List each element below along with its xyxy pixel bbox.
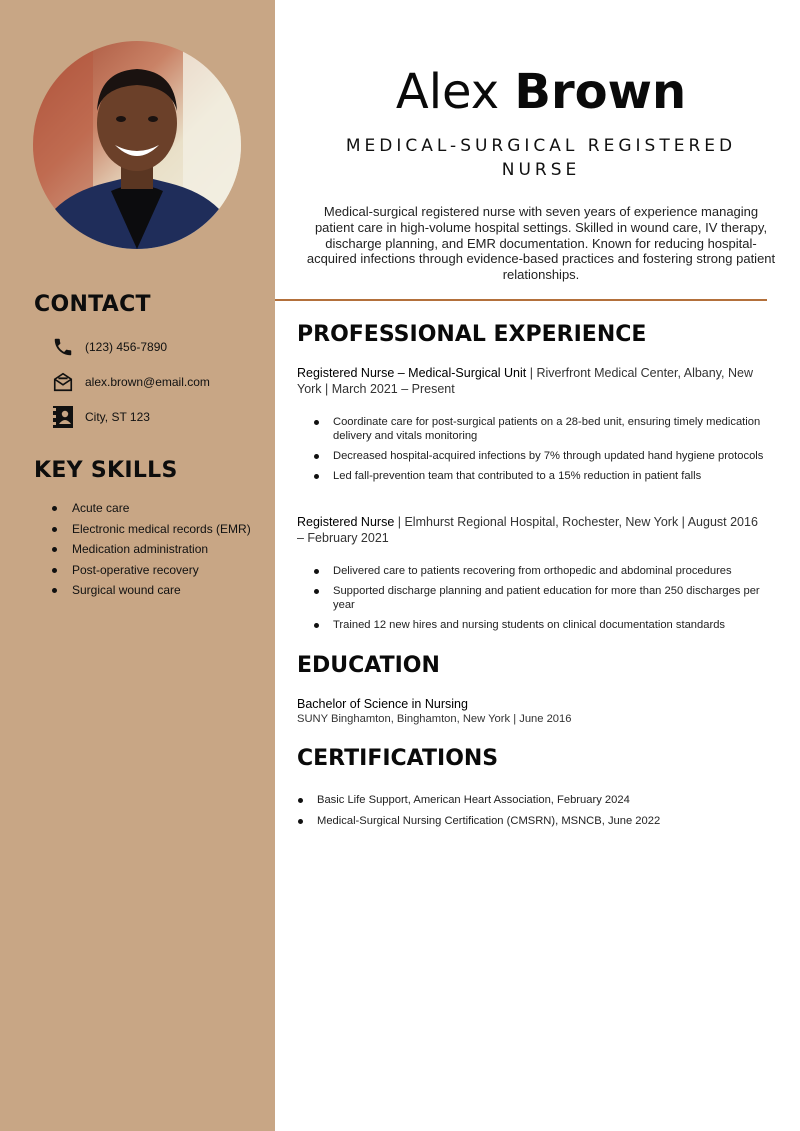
profile-photo	[33, 41, 241, 249]
certifications-list	[297, 790, 767, 832]
skill-item: Surgical wound care	[34, 580, 251, 601]
skill-item: Electronic medical records (EMR)	[34, 519, 251, 540]
skills-list	[34, 498, 251, 601]
candidate-name	[275, 64, 800, 120]
certification-item: Medical-Surgical Nursing Certification (CMSRN), MSNCB, June 2022	[297, 811, 767, 832]
main-content	[275, 0, 800, 1131]
address-text: City, ST 123	[85, 410, 150, 424]
job-title: MEDICAL-SURGICAL REGISTERED NURSE	[345, 136, 737, 180]
education-heading: EDUCATION	[297, 653, 440, 678]
skill-item: Acute care	[34, 498, 251, 519]
job-header	[297, 514, 767, 546]
certification-item: Basic Life Support, American Heart Association, February 2024	[297, 790, 767, 811]
email-text: alex.brown@email.com	[85, 375, 210, 389]
bullet-item: Coordinate care for post-surgical patients on a 28-bed unit, ensuring timely medication delivery and vitals monitoring	[297, 415, 767, 443]
phone-text: (123) 456-7890	[85, 340, 168, 354]
sidebar	[0, 0, 275, 1131]
job-details: | Elmhurst Regional Hospital, Rochester, New York | August 2016 – February 2021	[297, 515, 758, 545]
phone-icon	[50, 334, 76, 360]
skill-item: Post-operative recovery	[34, 560, 251, 581]
bullet-item: Led fall-prevention team that contributed to a 15% reduction in patient falls	[297, 469, 767, 483]
skill-item: Medication administration	[34, 539, 251, 560]
contact-phone	[50, 334, 167, 360]
school: SUNY Binghamton, Binghamton, New York | June 2016	[297, 713, 572, 725]
job-title: Registered Nurse – Medical-Surgical Unit	[297, 366, 527, 380]
contact-heading: CONTACT	[34, 292, 151, 317]
contact-email	[50, 369, 210, 395]
address-icon	[50, 404, 76, 430]
job-bullets	[297, 564, 767, 638]
experience-heading: PROFESSIONAL EXPERIENCE	[297, 322, 647, 347]
contact-address	[50, 404, 150, 430]
skills-heading: KEY SKILLS	[34, 458, 178, 483]
email-icon	[50, 369, 76, 395]
bullet-item: Decreased hospital-acquired infections by 7% through updated hand hygiene protocols	[297, 449, 767, 463]
bullet-item: Supported discharge planning and patient education for more than 250 discharges per year	[297, 584, 767, 612]
degree: Bachelor of Science in Nursing	[297, 697, 468, 711]
job-title: Registered Nurse	[297, 515, 395, 529]
summary: Medical-surgical registered nurse with seven years of experience managing patient care in high-volume hospital settings. Skilled in wound care, IV therapy, discharge planning, and EMR documentation. Known for reducing hospital-acquired infections through evidence-based practices and fostering strong patient relationships.	[306, 204, 776, 283]
job-details: | Riverfront Medical Center, Albany, New York | March 2021 – Present	[297, 366, 753, 396]
job-bullets	[297, 415, 767, 489]
bullet-item: Delivered care to patients recovering from orthopedic and abdominal procedures	[297, 564, 767, 578]
divider	[275, 299, 767, 301]
bullet-item: Trained 12 new hires and nursing students on clinical documentation standards	[297, 618, 767, 632]
first-name: Alex	[395, 64, 500, 120]
last-name: Brown	[514, 64, 687, 120]
job-header	[297, 365, 767, 397]
certifications-heading: CERTIFICATIONS	[297, 746, 499, 771]
